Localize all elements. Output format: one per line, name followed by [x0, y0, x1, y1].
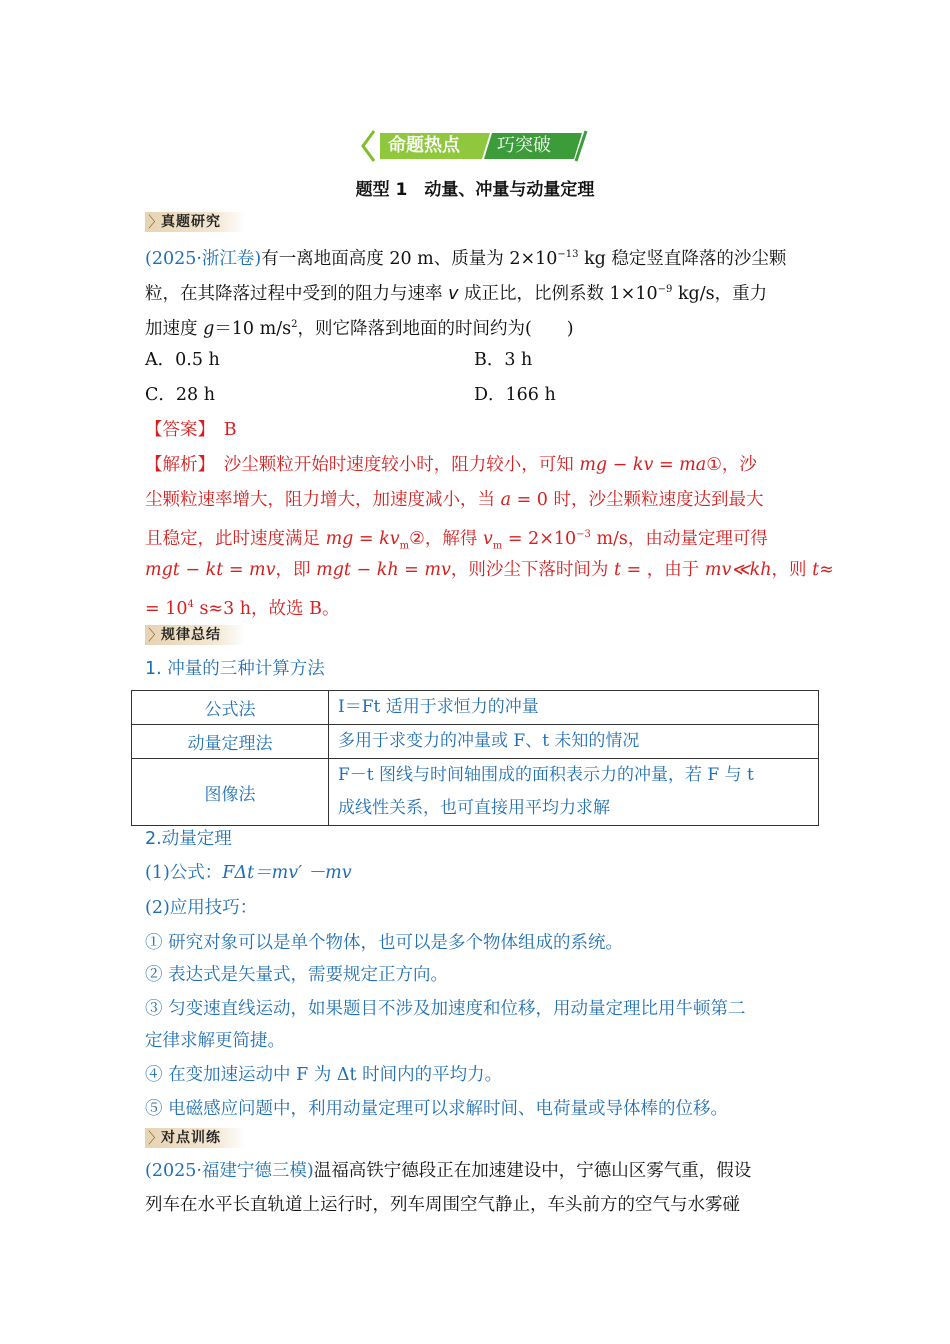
q1-text: kg/s，重力	[672, 283, 768, 304]
answer-line	[145, 417, 237, 443]
skill-heading: (2)应用技巧：	[145, 898, 258, 918]
q1-text: kg 稳定竖直降落的沙尘颗	[578, 248, 787, 269]
tag-study	[145, 212, 245, 232]
analysis-text: = 2×10	[502, 528, 577, 549]
analysis-line-3	[145, 522, 768, 559]
q1-text: ＝10 m/s	[214, 318, 292, 339]
analysis-sub: m	[399, 540, 410, 552]
table-head-cell: 公式法	[132, 691, 329, 725]
analysis-text: 尘颗粒速率增大，阻力增大，加速度减小，当	[145, 490, 501, 510]
table-cell-line: 成线性关系，也可直接用平均力求解	[338, 798, 610, 818]
skill-item-1: ① 研究对象可以是单个物体，也可以是多个物体组成的系统。	[145, 933, 624, 953]
analysis-text: ，则	[771, 560, 813, 580]
formula-line	[145, 860, 352, 886]
skill-item-2: ② 表达式是矢量式，需要规定正方向。	[145, 965, 449, 985]
analysis-text: s≈3 h，故选 B。	[193, 598, 340, 619]
impulse-methods-table	[131, 690, 819, 826]
q1-sup: −9	[657, 284, 673, 295]
banner-right-text: 巧突破	[497, 135, 551, 156]
table-head-cell: 图像法	[132, 759, 329, 826]
table-body-cell: I＝Ft 适用于求恒力的冲量	[329, 691, 819, 725]
formula-label: (1)公式：	[145, 863, 223, 883]
analysis-text: m/s，由动量定理可得	[590, 528, 768, 549]
q2-line-2: 列车在水平长直轨道上运行时，列车周围空气静止，车头前方的空气与水雾碰	[145, 1195, 740, 1215]
analysis-eq: mv≪kh	[704, 560, 772, 580]
skill-item-3: ③ 匀变速直线运动，如果题目不涉及加速度和位移，用动量定理比用牛顿第二	[145, 999, 746, 1019]
q2-text: 温福高铁宁德段正在加速建设中，宁德山区雾气重，假设	[313, 1161, 752, 1181]
table-body-cell: 多用于求变力的冲量或 F、t 未知的情况	[329, 725, 819, 759]
q1-var: g	[203, 318, 215, 339]
table-row	[132, 759, 819, 826]
analysis-text: = 0 时，沙尘颗粒速度达到最大	[511, 490, 764, 510]
option-a[interactable]: A．0.5 h	[145, 350, 220, 370]
analysis-eq: mg = kv	[325, 528, 400, 549]
analysis-text: ，即	[275, 560, 317, 580]
analysis-text: = 10	[145, 598, 188, 619]
q1-text: 有一离地面高度 20 m、质量为 2×10	[261, 248, 558, 269]
analysis-line-5	[145, 592, 339, 622]
q1-source: (2025·浙江卷)	[145, 248, 262, 269]
analysis-line-2	[145, 487, 764, 513]
table-body-cell	[329, 759, 819, 826]
analysis-text: ≈	[819, 560, 834, 580]
analysis-label: 【解析】	[145, 455, 207, 475]
q2-source: (2025·福建宁德三模)	[145, 1161, 314, 1181]
analysis-line-4	[145, 557, 834, 583]
analysis-sup: 4	[187, 599, 194, 610]
analysis-text: ①，沙	[706, 455, 757, 475]
section-banner	[360, 128, 592, 164]
analysis-line-1	[145, 452, 757, 478]
answer-value: B	[223, 420, 237, 440]
option-b[interactable]: B．3 h	[474, 350, 533, 370]
analysis-eq: mg − kv = ma	[579, 455, 707, 475]
q1-text: ，则它降落到地面的时间约为( )	[297, 318, 574, 339]
analysis-eq: a	[500, 490, 511, 510]
q2-line-1	[145, 1158, 751, 1184]
tag-summary-label: 规律总结	[161, 627, 221, 643]
summary-heading-2: 2.动量定理	[145, 829, 232, 849]
analysis-sup: −3	[576, 529, 591, 540]
table-cell-line: F－t 图线与时间轴围成的面积表示力的冲量，若 F 与 t	[338, 765, 754, 785]
skill-item-5: ⑤ 电磁感应问题中，利用动量定理可以求解时间、电荷量或导体棒的位移。	[145, 1099, 729, 1119]
analysis-text: ②，解得	[409, 528, 483, 549]
tag-arrow-icon: 〉	[148, 213, 164, 231]
option-c[interactable]: C．28 h	[145, 385, 215, 405]
skill-item-4: ④ 在变加速运动中 F 为 Δt 时间内的平均力。	[145, 1065, 503, 1085]
q1-line-3	[145, 312, 574, 342]
page-title: 题型 1 动量、冲量与动量定理	[355, 180, 595, 200]
q1-line-2	[145, 277, 767, 307]
analysis-text: 沙尘颗粒开始时速度较小时，阻力较小，可知	[223, 455, 580, 475]
analysis-eq: t	[812, 560, 820, 580]
tag-arrow-icon: 〉	[148, 1129, 164, 1147]
analysis-eq: mgt − kh = mv	[316, 560, 451, 580]
table-row	[132, 725, 819, 759]
analysis-text: 且稳定，此时速度满足	[145, 528, 326, 549]
q1-text: 粒，在其降落过程中受到的阻力与速率	[145, 283, 449, 304]
q1-sup: −13	[557, 249, 579, 260]
analysis-eq: t	[613, 560, 621, 580]
tag-study-label: 真题研究	[161, 214, 221, 230]
q1-line-1	[145, 242, 786, 272]
q1-var: v	[448, 283, 459, 304]
option-d[interactable]: D．166 h	[474, 385, 556, 405]
q1-sup: 2	[291, 319, 298, 330]
q1-text: 加速度	[145, 318, 204, 339]
analysis-eq: mgt − kt = mv	[145, 560, 276, 580]
banner-left-text: 命题热点	[388, 135, 460, 156]
analysis-text: = ，由于	[620, 560, 705, 580]
q1-text: 成正比，比例系数 1×10	[458, 283, 658, 304]
tag-arrow-icon: 〉	[148, 626, 164, 644]
table-head-cell: 动量定理法	[132, 725, 329, 759]
skill-item-3-cont: 定律求解更简捷。	[145, 1031, 285, 1051]
analysis-text: ，则沙尘下落时间为	[450, 560, 614, 580]
analysis-sub: m	[492, 540, 503, 552]
table-row	[132, 691, 819, 725]
tag-practice-label: 对点训练	[161, 1130, 221, 1146]
tag-practice	[145, 1128, 245, 1148]
tag-summary	[145, 625, 245, 645]
answer-label: 【答案】	[145, 420, 207, 440]
summary-heading-1: 1. 冲量的三种计算方法	[145, 659, 325, 679]
analysis-eq: v	[482, 528, 493, 549]
formula: FΔt＝mv′ －mv	[222, 863, 352, 883]
